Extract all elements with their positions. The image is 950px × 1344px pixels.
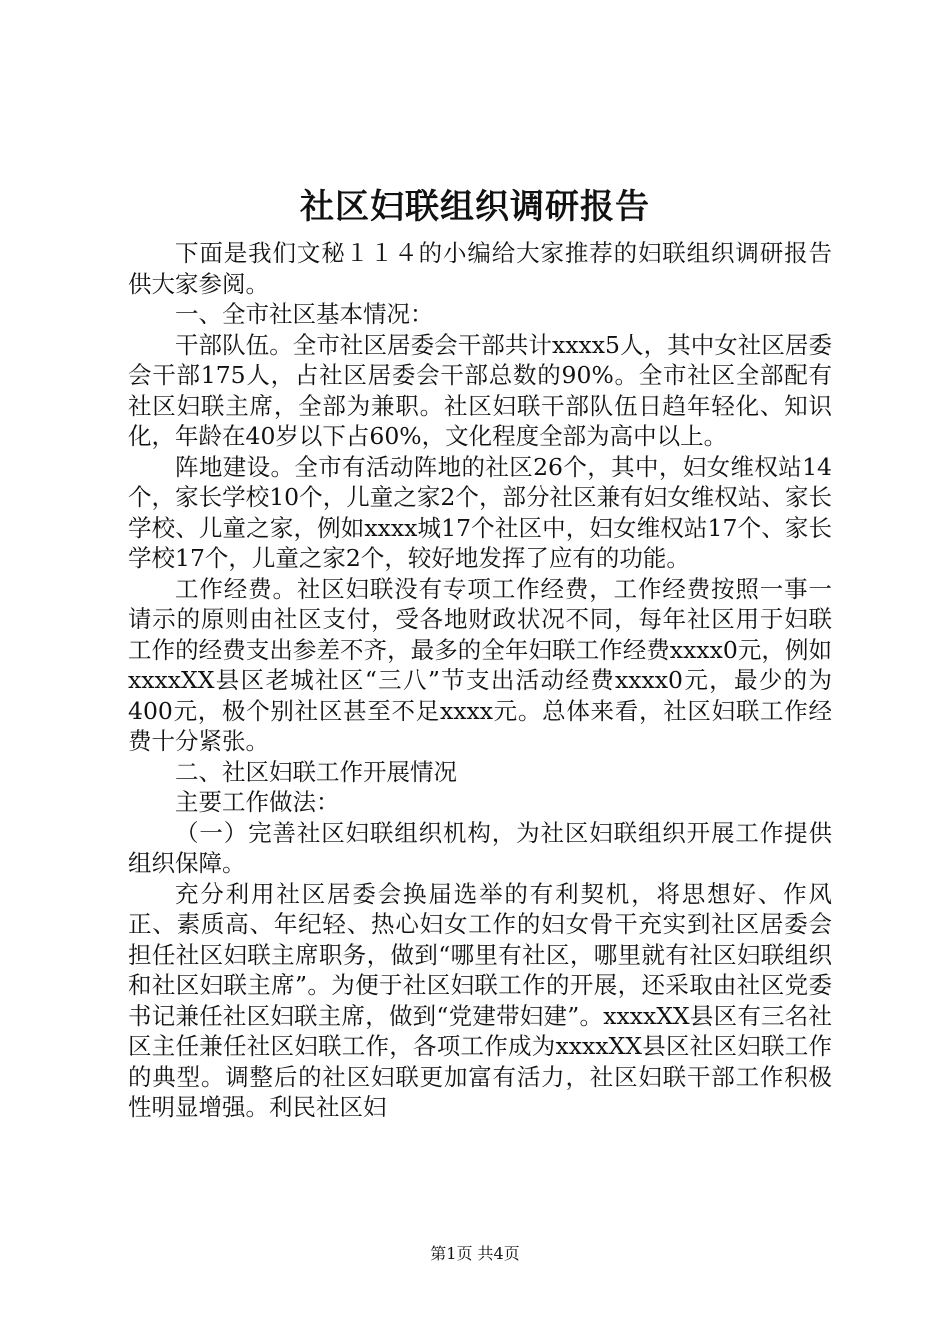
paragraph-cadre-team: 干部队伍。全市社区居委会干部共计xxxx5人，其中女社区居委会干部175人，占社区居委会干部总数的90%。全市社区全部配有社区妇联主席，全部为兼职。社区妇联干部队伍日趋年轻化、知识化，年龄在40岁以下占60%，文化程度全部为高中以上。 — [128, 330, 832, 450]
paragraph-venue-construction: 阵地建设。全市有活动阵地的社区26个，其中，妇女维权站14个，家长学校10个，儿童之家2个，部分社区兼有妇女维权站、家长学校、儿童之家，例如xxxx城17个社区中，妇女维权站17个、家长学校17个，儿童之家2个，较好地发挥了应有的功能。 — [128, 452, 832, 572]
paragraph-subheading-1: （一）完善社区妇联组织机构，为社区妇联组织开展工作提供组织保障。 — [128, 818, 832, 877]
paragraph-intro: 下面是我们文秘１１４的小编给大家推荐的妇联组织调研报告供大家参阅。 — [128, 239, 832, 298]
paragraph-heading-1: 一、全市社区基本情况： — [175, 300, 434, 328]
document-body — [128, 238, 832, 1123]
paragraph-organization: 充分利用社区居委会换届选举的有利契机，将思想好、作风正、素质高、年纪轻、热心妇女工作的妇女骨干充实到社区居委会担任社区妇联主席职务，做到“哪里有社区，哪里就有社区妇联组织和社区妇联主席”。为便于社区妇联工作的开展，还采取由社区党委书记兼任社区妇联主席，做到“党建带妇建”。xxxxXX县区有三名社区主任兼任社区妇联工作，各项工作成为xxxxXX县区社区妇联工作的典型。调整后的社区妇联更加富有活力，社区妇联干部工作积极性明显增强。利民社区妇 — [128, 879, 832, 1121]
paragraph-heading-2: 二、社区妇联工作开展情况 — [175, 757, 457, 786]
document-title: 社区妇联组织调研报告 — [300, 187, 650, 227]
paragraph-work-funds: 工作经费。社区妇联没有专项工作经费，工作经费按照一事一请示的原则由社区支付，受各地财政状况不同，每年社区用于妇联工作的经费支出参差不齐，最多的全年妇联工作经费xxxx0元，例如xxxxXX县区老城社区“三八”节支出活动经费xxxx0元，最少的为400元，极个别社区甚至不足xxxx元。总体来看，社区妇联工作经费十分紧张。 — [128, 574, 832, 755]
page-number-footer: 第1页 共4页 — [430, 1244, 520, 1263]
paragraph-main-practices: 主要工作做法： — [175, 788, 340, 816]
